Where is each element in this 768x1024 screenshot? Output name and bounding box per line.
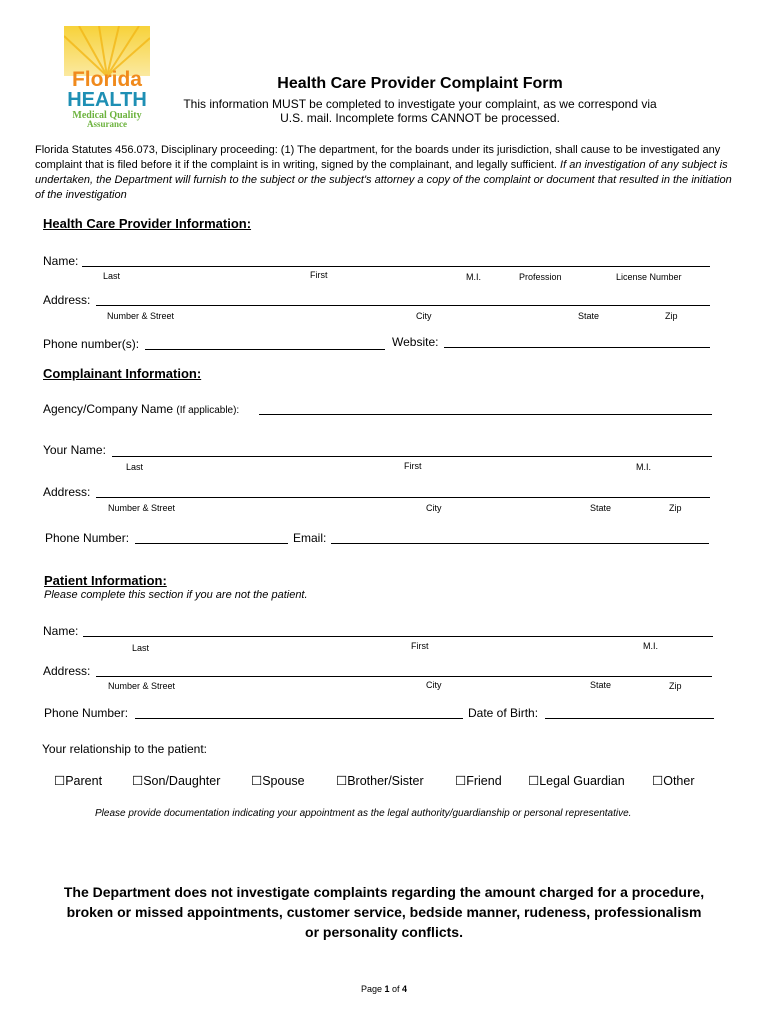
relationship-option-spouse[interactable]	[251, 773, 305, 788]
checkbox-icon[interactable]: ☐	[251, 774, 263, 788]
patient-name-sub-first: First	[411, 641, 429, 651]
relationship-option-legal-guardian[interactable]	[528, 773, 625, 788]
relationship-option-parent[interactable]	[54, 773, 102, 788]
provider-address-sub-city: City	[416, 311, 432, 321]
warning-line-1: The Department does not investigate complaints regarding the amount charged for a procedure,	[63, 884, 705, 900]
footer-page-number: 1	[384, 984, 390, 994]
complainant-address-label: Address:	[43, 485, 91, 499]
provider-website-field[interactable]	[444, 347, 710, 348]
patient-name-sub-last: Last	[132, 643, 150, 653]
relationship-option-son-daughter[interactable]	[132, 773, 220, 788]
provider-phone-field[interactable]	[145, 349, 385, 350]
complainant-address-sub-state: State	[590, 503, 612, 513]
statute-italic: If an investigation of any subject is undertaken, the Department will furnish to the subject or the subject's attorney a copy of the complaint or document that resulted in the initiation of the investigation	[35, 159, 732, 201]
page-footer	[0, 984, 768, 994]
checkbox-icon[interactable]: ☐	[54, 774, 66, 788]
provider-phone-label: Phone number(s):	[43, 337, 140, 351]
patient-address-sub-state: State	[590, 680, 612, 690]
provider-name-sub-first: First	[310, 270, 328, 280]
patient-address-field[interactable]	[96, 676, 712, 677]
provider-address-sub-street: Number & Street	[107, 311, 175, 321]
complainant-name-sub-first: First	[404, 461, 422, 471]
complainant-phone-field[interactable]	[135, 543, 288, 544]
relationship-option-label: Legal Guardian	[539, 774, 625, 788]
statute-text	[35, 143, 735, 203]
complainant-name-field[interactable]	[112, 456, 712, 457]
page-title: Health Care Provider Complaint Form	[277, 75, 563, 92]
patient-section-heading: Patient Information:	[44, 573, 167, 588]
warning-line-2: broken or missed appointments, customer service, bedside manner, rudeness, professionalism	[66, 904, 702, 920]
patient-phone-label: Phone Number:	[44, 706, 129, 720]
footer-of-word: of	[392, 984, 400, 994]
provider-name-sub-mi: M.I.	[466, 272, 481, 282]
checkbox-icon[interactable]: ☐	[652, 774, 664, 788]
patient-phone-field[interactable]	[135, 718, 463, 719]
complainant-address-sub-city: City	[426, 503, 442, 513]
provider-name-sub-license: License Number	[616, 272, 682, 282]
complainant-address-sub-street: Number & Street	[108, 503, 176, 513]
provider-address-sub-state: State	[578, 311, 600, 321]
provider-name-label: Name:	[43, 254, 79, 268]
logo-florida-text: Florida	[71, 68, 143, 91]
relationship-option-friend[interactable]	[455, 773, 502, 788]
complainant-phone-label: Phone Number:	[45, 531, 130, 545]
relationship-label: Your relationship to the patient:	[42, 742, 208, 756]
complainant-section-heading: Complainant Information:	[43, 366, 202, 381]
documentation-note: Please provide documentation indicating your appointment as the legal authority/guardianship or personal representative.	[95, 808, 632, 819]
patient-name-field[interactable]	[83, 636, 713, 637]
complainant-address-sub-zip: Zip	[669, 503, 682, 513]
patient-name-sub-mi: M.I.	[643, 641, 658, 651]
provider-name-sub-last: Last	[103, 271, 121, 281]
provider-website-label: Website:	[392, 335, 439, 349]
provider-address-field[interactable]	[96, 305, 710, 306]
statute-regular: Florida Statutes 456.073, Disciplinary proceeding: (1) The department, for the boards under its jurisdiction, shall cause to be investigated any complaint that is filed before it if the complaint is in writing, signed by the complainant, and legally sufficient.	[35, 144, 721, 171]
patient-address-sub-zip: Zip	[669, 681, 682, 691]
complainant-email-label: Email:	[293, 531, 327, 545]
complainant-agency-note: (If applicable):	[176, 405, 240, 416]
complainant-name-sub-last: Last	[126, 462, 144, 472]
provider-name-field[interactable]	[82, 266, 710, 267]
provider-section-heading: Health Care Provider Information:	[43, 216, 252, 231]
complainant-agency-field[interactable]	[259, 414, 712, 415]
header	[170, 75, 670, 125]
checkbox-icon[interactable]: ☐	[132, 774, 144, 788]
florida-health-logo	[64, 26, 150, 130]
relationship-option-label: Other	[663, 774, 695, 788]
patient-name-label: Name:	[43, 624, 79, 638]
relationship-option-label: Son/Daughter	[143, 774, 221, 788]
relationship-option-label: Friend	[466, 774, 502, 788]
relationship-option-label: Parent	[65, 774, 103, 788]
subtitle-line-2: U.S. mail. Incomplete forms CANNOT be processed.	[280, 111, 560, 125]
complainant-agency-label	[43, 402, 239, 416]
checkbox-icon[interactable]: ☐	[528, 774, 540, 788]
provider-address-label: Address:	[43, 293, 91, 307]
logo-mqa-text: Medical Quality	[72, 110, 142, 121]
provider-name-sub-profession: Profession	[519, 272, 562, 282]
patient-dob-label: Date of Birth:	[468, 706, 539, 720]
relationship-option-brother-sister[interactable]	[336, 773, 424, 788]
complainant-address-field[interactable]	[96, 497, 710, 498]
logo-assurance-text: Assurance	[87, 119, 127, 129]
exclusions-warning	[30, 882, 738, 942]
complainant-email-field[interactable]	[331, 543, 709, 544]
patient-dob-field[interactable]	[545, 718, 714, 719]
complainant-name-label: Your Name:	[43, 443, 106, 457]
patient-address-label: Address:	[43, 664, 91, 678]
provider-address-sub-zip: Zip	[665, 311, 678, 321]
patient-section-note: Please complete this section if you are not the patient.	[44, 589, 308, 601]
relationship-option-other[interactable]	[652, 773, 694, 788]
patient-address-sub-city: City	[426, 680, 442, 690]
warning-line-3: or personality conflicts.	[305, 924, 463, 940]
relationship-option-label: Brother/Sister	[347, 774, 424, 788]
subtitle-line-1: This information MUST be completed to investigate your complaint, as we correspond via	[183, 97, 657, 111]
patient-address-sub-street: Number & Street	[108, 681, 176, 691]
checkbox-icon[interactable]: ☐	[336, 774, 348, 788]
footer-page-total: 4	[402, 984, 408, 994]
footer-page-word: Page	[360, 984, 382, 994]
logo-health-text: HEALTH	[67, 89, 147, 111]
complainant-name-sub-mi: M.I.	[636, 462, 651, 472]
relationship-option-label: Spouse	[262, 774, 305, 788]
checkbox-icon[interactable]: ☐	[455, 774, 467, 788]
complainant-agency-label-text: Agency/Company Name	[43, 402, 174, 416]
